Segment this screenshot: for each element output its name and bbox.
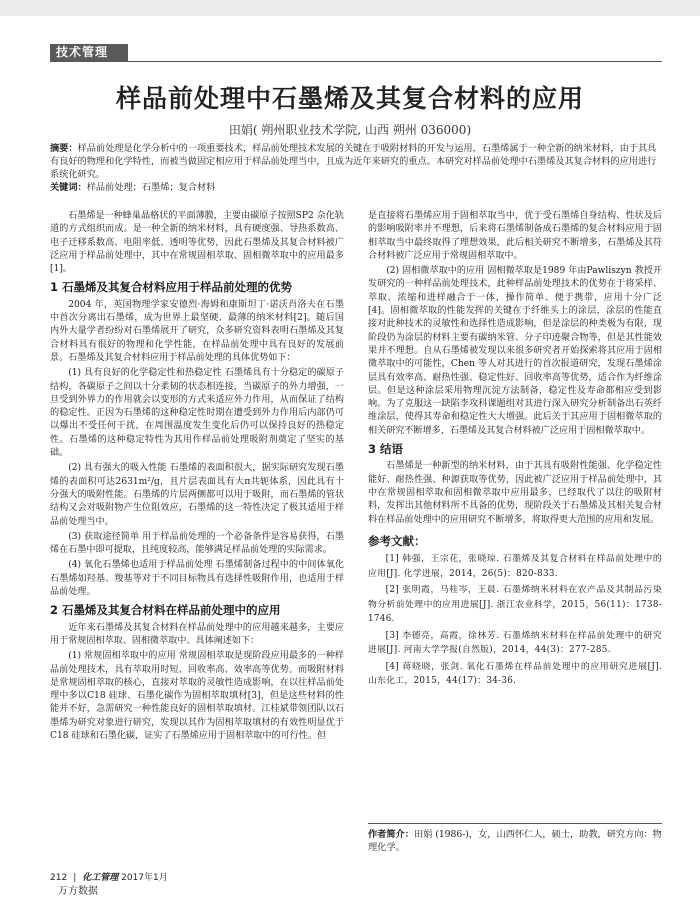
paragraph: (1) 具有良好的化学稳定性和热稳定性 石墨烯具有十分稳定的碳原子结构，各碳原子之间以十分柔韧的状态相连接，当碳原子的外力增强，一旦受到外界力的作用就会以变形的方式来适应外力作用，从而保证了结构的稳定性。正因为石墨烯的这种稳定性时期在遭受到外力作用后内部仍可以爆出不受任何干扰，在周围温度发生变化后仍可以保持良好的热稳定性。石墨烯的这种稳定特性为其用作样品前处理吸附剂奠定了坚实的基础。 [50, 368, 344, 459]
keywords-label: 关键词： [50, 182, 87, 193]
paragraph: (4) 氧化石墨烯也适用于样品前处理 石墨烯制备过程中的中间体氧化石墨烯如羟基、羧基等对于不同目标物具有选择性吸附作用，也适用于样品前处理。 [50, 560, 344, 598]
author-line: 田娟( 朔州职业技术学院, 山西 朔州 036000) [228, 123, 472, 137]
paragraph: 是直接将石墨烯应用于固相萃取当中，优于受石墨烯自身结构、性状及后的影响吸附率并不理想，后来将石墨烯制备成石墨烯的复合材料应用于固相萃取当中最终取得了理想效果，此后相关研究不断增多，石墨烯及其符合材料被广泛应用于常规固相萃取中。 [368, 211, 662, 261]
author-note-text: 田娟 (1986-)，女，山西怀仁人，硕士，助教，研究方向：物理化学。 [368, 829, 662, 853]
section-heading-2: 2 石墨烯及其复合材料在样品前处理中的应用 [50, 603, 281, 618]
abstract-label: 摘要： [50, 143, 78, 154]
paragraph: 石墨烯是一种新型的纳米材料，由于其具有吸附性能强、化学稳定性能好、耐热性强、种源获取等优势，因此被广泛应用于样品前处理中，其中在常规固相萃取和固相微萃取中应用最多，已经取代了以往的吸附材料，发挥出其他材料所不具备的优势，现阶段关于石墨烯及其相关复合材料在样品前处理中的应用研究不断增多，将取得更大范围的应用和发展。 [368, 461, 662, 525]
page-footer: 212 | 化工管理 2017年1月 [50, 873, 168, 883]
paragraph: (2) 固相微萃取中的应用 固相微萃取是1989 年由Pawliszyn 教授开发研究的一种样品前处理技术，此种样品前处理技术的优势在于将采样、萃取、浓缩和进样融合于一体，操作简单、便于携带，应用十分广泛[4]。固相微萃取的性能发挥的关键在于纤维头上的涂层，涂层的性能直接对此种技术的灵敏性和选择性造成影响，但是涂层的种类极为有限，现阶段仍为涂层的材料主要有碳纳米管、分子印迹聚合物等，但是其性能效果并不理想。自从石墨烯被发现以来很多研究者开始探索将其应用于固相微萃取中的可能性，Chen 等人对其进行的首次报道研究，发现石墨烯涂层具有效率高、耐热性强、稳定性好、回收率高等优势，适合作为纤维涂层。但是这种涂层采用物理沉淀方法制备，稳定性及寿命都相应受到影响。为了克服这一缺陷李攻科课题组对其进行深入研究分析制备出石英纤维涂层，使得其寿命和稳定性大大增强。此后关于其应用于固相微萃取的相关研究不断增多，石墨烯及其复合材料被广泛应用于固相微萃取中。 [368, 266, 662, 436]
left-column [50, 210, 344, 745]
header-rule [50, 61, 662, 62]
watermark-brand: 万方数据 [58, 886, 98, 897]
reference-item: [3] 李德亮，高霞，徐林芳. 石墨烯纳米材料在样品前处理中的研究进展[J]. 河南大学学报(自然版)，2014，44(3)：277-285. [368, 630, 662, 656]
paragraph: (2) 具有强大的吸入性能 石墨烯的表面积很大，据实际研究发现石墨烯的表面积可达2631m²/g，且片层表面具有大π共轭体系，因此具有十分强大的吸附性能。石墨烯的片层两侧都可以用于吸附，而石墨烯的管状结构又会对吸附物产生位阻效应，石墨烯的这一特性决定了极其适用于样品前处理当中。 [50, 463, 344, 527]
right-column [368, 210, 662, 691]
page-number: 212 [50, 873, 68, 883]
author-note [368, 823, 662, 854]
issue-date: 2017年1月 [121, 873, 168, 883]
paragraph: 近年来石墨烯及其复合材料在样品前处理中的应用越来越多，主要应用于常规固相萃取、固相微萃取中。具体阐述如下： [50, 622, 344, 646]
abstract-text: 样品前处理是化学分析中的一项重要技术，样品前处理技术发展的关键在于吸附材料的开发与运用，石墨烯属于一种全新的纳米材料，由于其具有良好的物理和化学特性，而被当做固定相应用于样品前处理当中，且成为近年来研究的重点。本研究对样品前处理中石墨烯及其复合材料的应用进行系统化研究。 [50, 143, 657, 180]
magazine-name: 化工管理 [82, 873, 119, 883]
section-heading-3: 3 结语 [368, 442, 404, 457]
keywords-text: 样品前处理；石墨烯；复合材料 [86, 182, 216, 193]
author-note-label: 作者简介： [368, 829, 414, 840]
header-band [0, 0, 700, 28]
reference-item: [2] 张明霞，马桂岑，王晨. 石墨烯纳米材料在农产品及其制品污染物分析前处理中的应用进展[J]. 浙江农业科学，2015，56(11)：1738-1746. [368, 585, 662, 625]
reference-item: [4] 蒋晓晓，张剑. 氧化石墨烯在样品前处理中的应用研究进展[J]. 山东化工，2015，44(17)：34-36. [368, 661, 662, 687]
paragraph: (3) 获取途径简单 用于样品前处理的一个必备条件是容易获得，石墨烯在石墨中即可提取，且纯度较高，能够满足样品前处理的实际需求。 [50, 531, 344, 556]
section-tag: 技术管理 [50, 44, 128, 61]
reference-item: [1] 韩强，王宗花，张晓琼. 石墨烯及其复合材料在样品前处理中的应用[J]. 化学进展，2014，26(5)：820-833. [368, 554, 662, 579]
article-title: 样品前处理中石墨烯及其复合材料的应用 [115, 84, 584, 113]
paragraph: 石墨烯是一种蜂巢晶格状的平面薄膜，主要由碳原子按照SP2 杂化轨道的方式组织而成。是一种全新的纳米材料，具有硬度强、导热系数高、电子迁移系数高、电阻率低、透明等优势，因此石墨烯及其复合材料被广泛应用于样品前处理中，其中在常规固相萃取、固相微萃取中的应用最多[1]。 [50, 211, 344, 275]
paragraph: (1) 常规固相萃取中的应用 常规固相萃取是现阶段应用最多的一种样品前处理技术，具有萃取用时短、回收率高、效率高等优势。而吸附材料是常规固相萃取的核心，直接对萃取的灵敏性造成影响，在以往样品前处理中多以C18 硅球、石墨化碳作为固相萃取填材[3]，但是这些材料的性能并不好，急需研究一种性能良好的固相萃取填材。江桂斌带领团队以石墨烯为研究对象进行研究，发现以其作为固相萃取填材的有效性明显优于C18 硅球和石墨化碳，证实了石墨烯应用于固相萃取中的可行性。但 [50, 651, 344, 741]
paragraph: 2004 年，英国物理学家安德烈·海姆和康斯坦丁·诺沃肖洛夫在石墨中首次分离出石墨烯，成为世界上最坚硬、最薄的纳米材料[2]。随后国内外大量学者纷纷对石墨烯展开了研究，众多研究资料表明石墨烯及其复合材料具有很好的物理和化学性能，在样品前处理中具有良好的发展前景。石墨烯及其复合材料应用于样品前处理的具体优势如下： [50, 299, 344, 363]
section-heading-1: 1 石墨烯及其复合材料应用于样品前处理的优势 [50, 280, 293, 295]
references-title: 参考文献： [368, 533, 426, 548]
abstract-block [50, 142, 662, 194]
